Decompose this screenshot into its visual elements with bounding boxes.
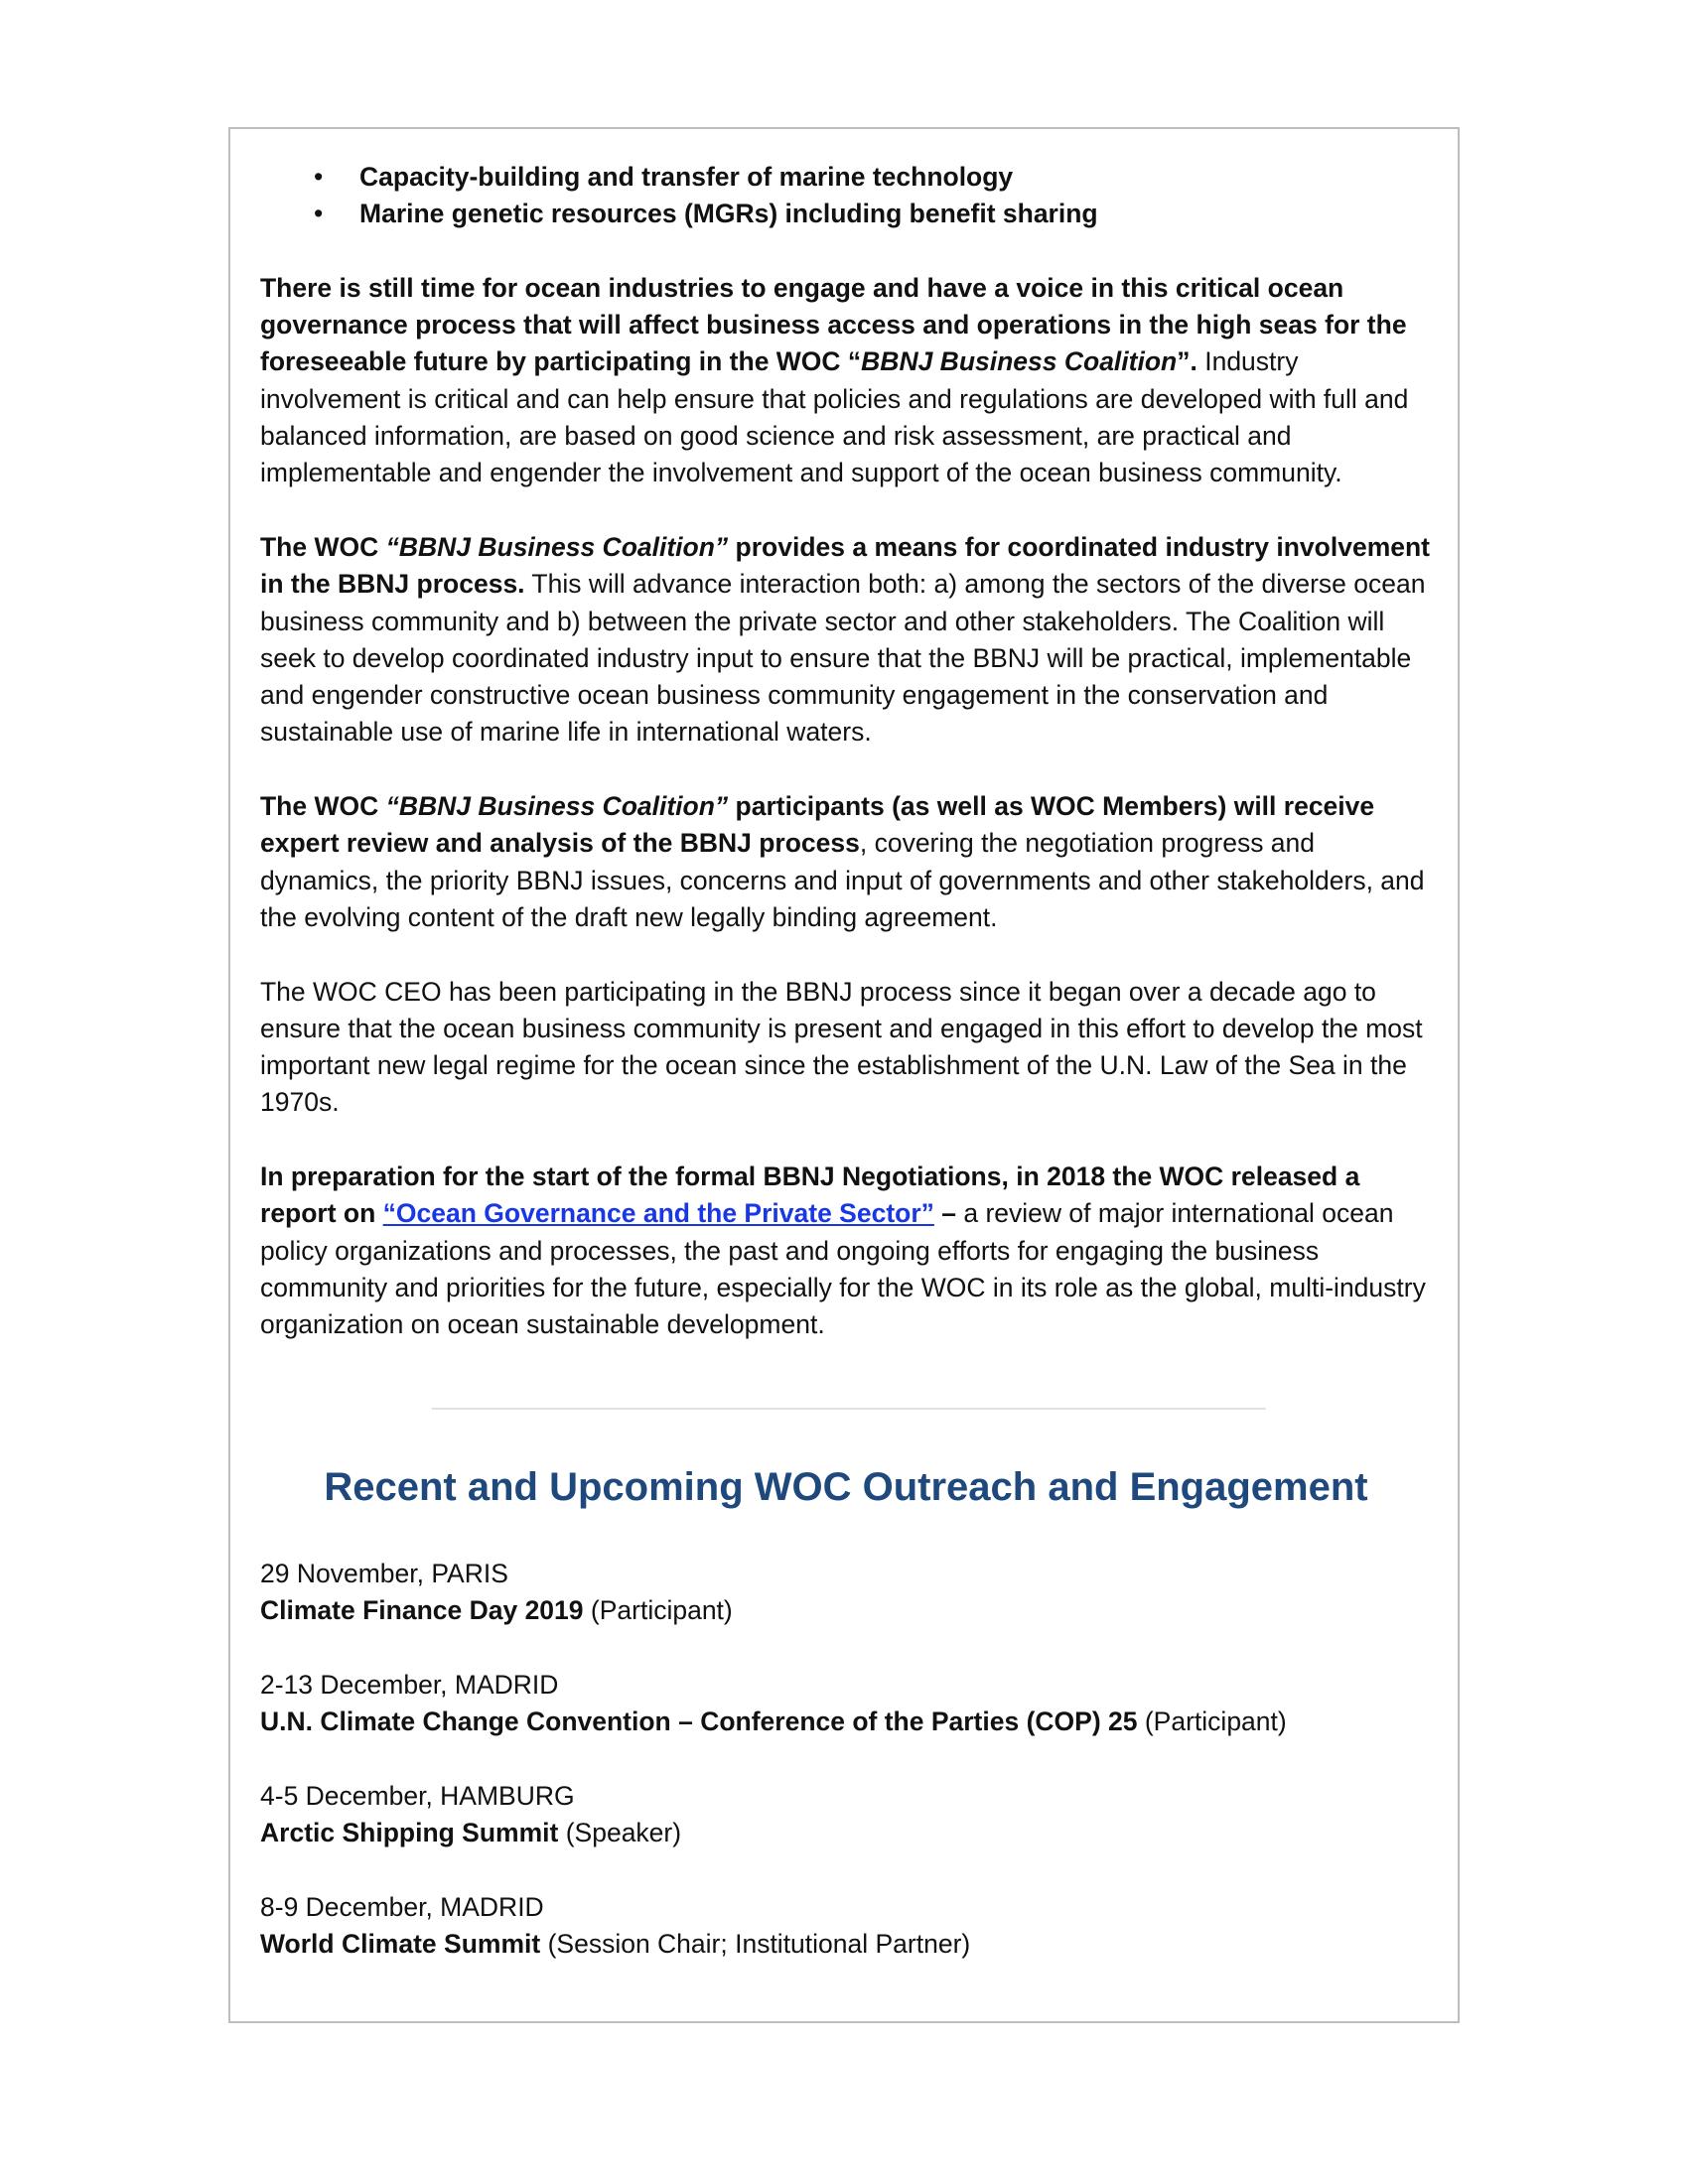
event-role: (Participant) <box>1137 1706 1287 1737</box>
list-item <box>260 1889 1432 1964</box>
list-item <box>260 1778 1432 1852</box>
paragraph-participants: The WOC “BBNJ Business Coalition” participants (as well as WOC Members) will receive expert review and analysis of the BBNJ process, covering the negotiation progress and dynamics, the priority BBNJ issues, concerns and input of governments and other stakeholders, and the evolving content of the draft new legally binding agreement. <box>260 791 1425 932</box>
event-title: U.N. Climate Change Convention – Conference of the Parties (COP) 25 <box>260 1706 1138 1737</box>
list-item <box>260 1667 1432 1741</box>
bullet-icon: • <box>314 162 324 192</box>
paragraph-ceo: The WOC CEO has been participating in the BBNJ process since it began over a decade ago to ensure that the ocean business community is present and engaged in this effort to develop the most important new legal regime for the ocean since the establishment of the U.N. Law of the Sea in the 1970s. <box>260 976 1423 1118</box>
event-title: Arctic Shipping Summit <box>260 1818 559 1848</box>
paragraph-engage: There is still time for ocean industries to engage and have a voice in this critical ocean governance process that will affect business access and operations in the high seas for the foreseeable future by participating in the WOC “BBNJ Business Coalition”. Industry involvement is critical and can help ensure that policies and regulations are developed with full and balanced information, are based on good science and risk assessment, are practical and implementable and engender the involvement and support of the ocean business community. <box>260 272 1409 488</box>
event-date-location: 29 November, PARIS <box>260 1559 508 1588</box>
document-body <box>260 159 1432 1381</box>
paragraph-report: In preparation for the start of the formal BBNJ Negotiations, in 2018 the WOC released a report on “Ocean Governance and the Private Sector” – a review of major international ocean policy organizations and processes, the past and ongoing efforts for engaging the business community and priorities for the future, especially for the WOC in its role as the global, multi-industry organization on ocean sustainable development. <box>260 1161 1426 1340</box>
list-item <box>260 1556 1432 1630</box>
bullet-icon: • <box>314 199 324 229</box>
list-item: • Capacity-building and transfer of marine technology <box>260 159 1432 196</box>
section-divider <box>432 1408 1266 1410</box>
event-role: (Participant) <box>583 1595 733 1626</box>
event-date-location: 8-9 December, MADRID <box>260 1891 544 1922</box>
paragraph-coalition: The WOC “BBNJ Business Coalition” provides a means for coordinated industry involvement in the BBNJ process. This will advance interaction both: a) among the sectors of the diverse ocean business community and b) between the private sector and other stakeholders. The Coalition will seek to develop coordinated industry input to ensure that the BBNJ will be practical, implementable and engender constructive ocean business community engagement in the conservation and sustainable use of marine life in international waters. <box>260 531 1431 748</box>
report-link[interactable]: “Ocean Governance and the Private Sector” <box>382 1198 934 1229</box>
event-title: Climate Finance Day 2019 <box>260 1595 584 1626</box>
event-date-location: 4-5 December, HAMBURG <box>260 1780 575 1811</box>
section-heading: Recent and Upcoming WOC Outreach and Engagement <box>324 1465 1368 1509</box>
events-list <box>260 1556 1432 2000</box>
event-role: (Speaker) <box>558 1818 682 1848</box>
event-date-location: 2-13 December, MADRID <box>260 1669 559 1700</box>
bullet-list <box>260 159 1432 233</box>
event-title: World Climate Summit <box>260 1928 541 1959</box>
list-item: • Marine genetic resources (MGRs) including benefit sharing <box>260 196 1432 232</box>
event-role: (Session Chair; Institutional Partner) <box>540 1928 971 1959</box>
